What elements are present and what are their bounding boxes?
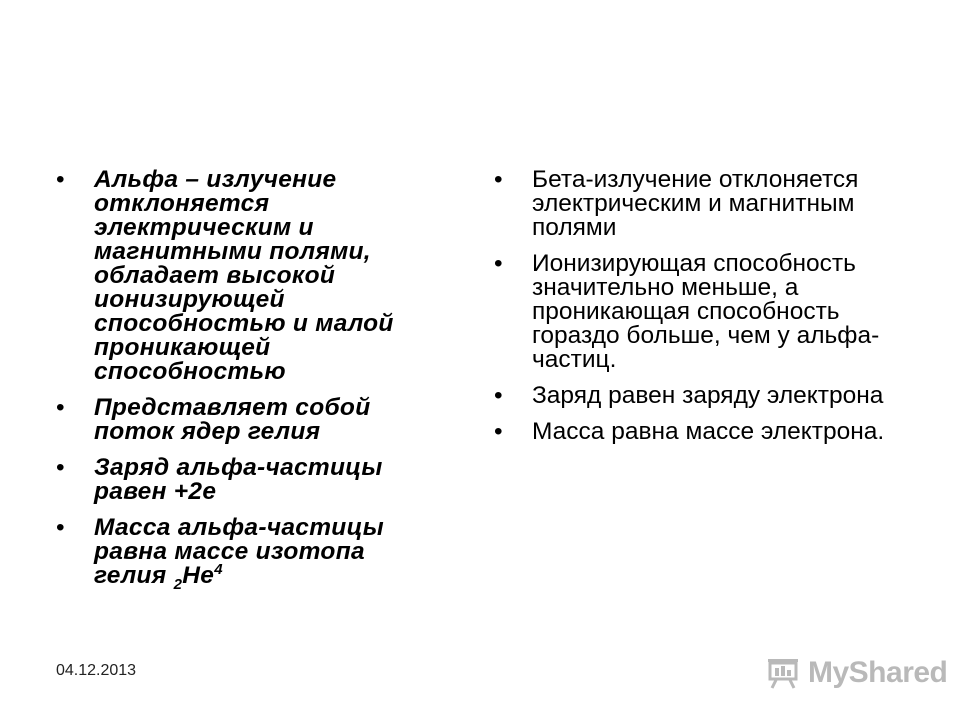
bullet-icon: •	[56, 514, 65, 541]
list-item	[494, 252, 914, 372]
logo-text: MyShared	[808, 656, 948, 689]
list-item-text: Заряд альфа-частицы равен +2е	[94, 454, 383, 505]
myshared-logo	[766, 654, 947, 692]
list-item-text: Бета-излучение отклоняется электрическим и магнитным полями	[532, 166, 859, 241]
left-bullet-list	[56, 168, 436, 600]
list-item	[56, 168, 436, 384]
list-item-text: Масса равна массе электрона.	[532, 418, 885, 445]
bullet-icon: •	[56, 394, 65, 421]
list-item	[494, 384, 914, 408]
right-bullet-list	[494, 168, 914, 456]
bullet-icon: •	[56, 454, 65, 481]
presentation-board-icon	[766, 656, 800, 690]
list-item-text: Масса альфа-частицы равна массе изотопа гелия	[94, 514, 384, 589]
list-item	[494, 168, 914, 240]
isotope-superscript: 4	[214, 560, 223, 578]
bullet-icon: •	[494, 418, 503, 445]
list-item	[56, 514, 436, 593]
list-item-text: Альфа – излучение отклоняется электрическим и магнитными полями, обладает высокой ионизирующей способностью и малой проникающей способностью	[94, 166, 394, 385]
bullet-icon: •	[56, 166, 65, 193]
bullet-icon: •	[494, 382, 503, 409]
bullet-icon: •	[494, 250, 503, 277]
list-item	[494, 420, 914, 444]
slide-date: 04.12.2013	[56, 662, 137, 679]
list-item-text: Заряд равен заряду электрона	[532, 382, 884, 409]
list-item-text: Представляет собой поток ядер гелия	[94, 394, 371, 445]
isotope-symbol: He	[182, 562, 215, 589]
list-item	[56, 456, 436, 504]
list-item	[56, 396, 436, 444]
list-item-text: Ионизирующая способность значительно меньше, а проникающая способность гораздо больше, чем у альфа-частиц.	[532, 250, 880, 373]
bullet-icon: •	[494, 166, 503, 193]
isotope-subscript: 2	[173, 575, 183, 593]
